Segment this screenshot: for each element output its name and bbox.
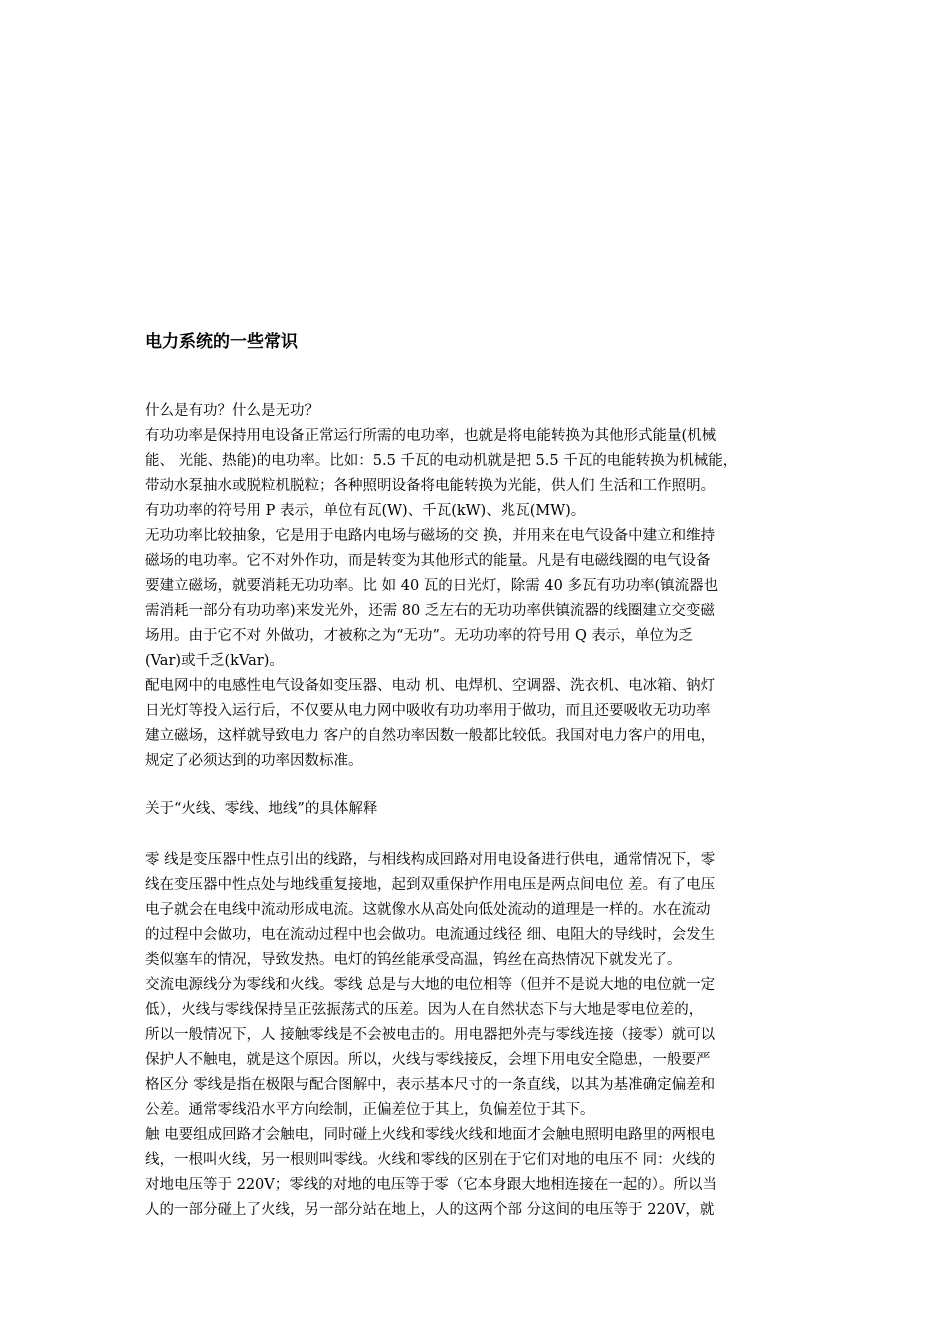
- text-line: 低），火线与零线保持呈正弦振荡式的压差。因为人在自然状态下与大地是零电位差的，: [145, 1002, 704, 1018]
- text-line: 关于“火线、零线、地线”的具体解释: [145, 801, 378, 817]
- text-line: 场用。由于它不对 外做功，才被称之为“无功”。无功功率的符号用 Q 表示，单位为乏: [145, 628, 694, 644]
- text-line: 类似塞车的情况，导致发热。电灯的钨丝能承受高温，钨丝在高热情况下就发光了。: [145, 952, 682, 968]
- text-line: 磁场的电功率。它不对外作功，而是转变为其他形式的能量。凡是有电磁线圈的电气设备: [145, 553, 711, 569]
- text-line: 建立磁场，这样就导致电力 客户的自然功率因数一般都比较低。我国对电力客户的用电，: [145, 728, 716, 744]
- text-line: 有功功率的符号用 P 表示，单位有瓦(W)、千瓦(kW)、兆瓦(MW)。: [145, 503, 586, 519]
- text-line: 有功功率是保持用电设备正常运行所需的电功率，也就是将电能转换为其他形式能量(机械: [145, 428, 717, 444]
- text-line: 的过程中会做功，电在流动过程中也会做功。电流通过线径 细、电阻大的导线时，会发生: [145, 927, 716, 943]
- text-line: 格区分 零线是指在极限与配合图解中，表示基本尺寸的一条直线，以其为基准确定偏差和: [145, 1077, 716, 1093]
- text-line: 能、 光能、热能)的电功率。比如：5.5 千瓦的电动机就是把 5.5 千瓦的电能转换为机械能，: [145, 453, 738, 469]
- text-line: 带动水泵抽水或脱粒机脱粒；各种照明设备将电能转换为光能，供人们 生活和工作照明。: [145, 478, 716, 494]
- text-line: 人的一部分碰上了火线，另一部分站在地上，人的这两个部 分这间的电压等于 220V，就: [145, 1202, 715, 1218]
- text-line: 电子就会在电线中流动形成电流。这就像水从高处向低处流动的道理是一样的。水在流动: [145, 902, 711, 918]
- text-line: 对地电压等于 220V；零线的对地的电压等于零（它本身跟大地相连接在一起的）。所以当: [145, 1177, 718, 1193]
- text-line: 线，一根叫火线，另一根则叫零线。火线和零线的区别在于它们对地的电压不 同：火线的: [145, 1152, 716, 1168]
- text-line: 规定了必须达到的功率因数标准。: [145, 753, 363, 769]
- text-line: 配电网中的电感性电气设备如变压器、电动 机、电焊机、空调器、洗衣机、电冰箱、钠灯: [145, 678, 716, 694]
- text-line: 无功功率比较抽象，它是用于电路内电场与磁场的交 换，并用来在电气设备中建立和维持: [145, 528, 716, 544]
- text-line: 保护人不触电，就是这个原因。所以，火线与零线接反，会埋下用电安全隐患，一般要严: [145, 1052, 711, 1068]
- text-line: 什么是有功？什么是无功？: [145, 403, 319, 419]
- text-line: 公差。通常零线沿水平方向绘制，正偏差位于其上，负偏差位于其下。: [145, 1102, 595, 1118]
- text-line: 零 线是变压器中性点引出的线路，与相线构成回路对用电设备进行供电，通常情况下，零: [145, 852, 716, 868]
- text-line: 要建立磁场，就要消耗无功功率。比 如 40 瓦的日光灯，除需 40 多瓦有功功率(镇流器也: [145, 578, 719, 594]
- text-line: 日光灯等投入运行后，不仅要从电力网中吸收有功功率用于做功，而且还要吸收无功功率: [145, 703, 711, 719]
- text-line: 线在变压器中性点处与地线重复接地，起到双重保护作用电压是两点间电位 差。有了电压: [145, 877, 716, 893]
- text-line: 需消耗一部分有功功率)来发光外，还需 80 乏左右的无功功率供镇流器的线圈建立交变磁: [145, 603, 715, 619]
- text-line: 所以一般情况下，人 接触零线是不会被电击的。用电器把外壳与零线连接（接零）就可以: [145, 1027, 716, 1043]
- text-line: 触 电要组成回路才会触电，同时碰上火线和零线火线和地面才会触电照明电路里的两根电: [145, 1127, 716, 1143]
- document-title: 电力系统的一些常识: [145, 332, 298, 352]
- text-line: 交流电源线分为零线和火线。零线 总是与大地的电位相等（但并不是说大地的电位就一定: [145, 977, 716, 993]
- text-line: (Var)或千乏(kVar)。: [145, 653, 284, 669]
